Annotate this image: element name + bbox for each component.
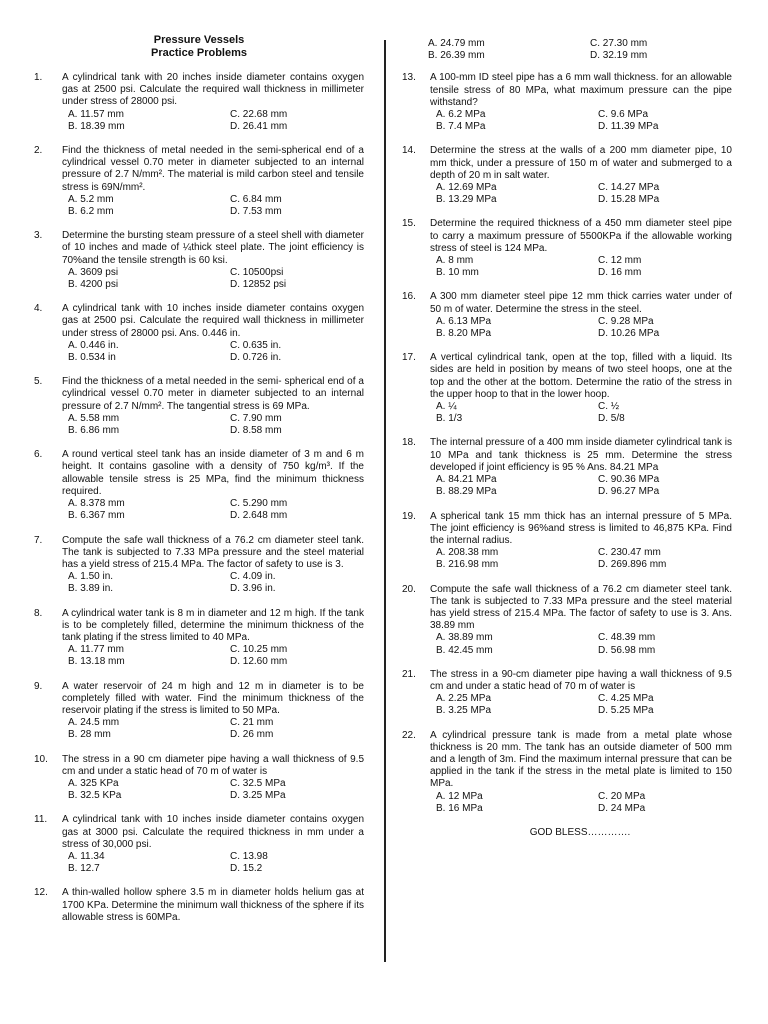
- answer-options: [402, 547, 732, 571]
- option: C. 9.6 MPa: [598, 109, 649, 121]
- question-text: Determine the bursting steam pressure of a steel shell with diameter of 10 inches and made of ¼thick steel plate. The joint efficiency is 70%and the tensile strength is 60 ksi.: [62, 230, 364, 266]
- option: A. 8 mm: [436, 255, 474, 267]
- option: A. 11.57 mm: [68, 108, 124, 120]
- option: B. 16 MPa: [436, 802, 483, 814]
- answer-options: [402, 316, 732, 340]
- question-6: [34, 449, 364, 522]
- question-text: A spherical tank 15 mm thick has an internal pressure of 5 MPa. The joint efficiency is 96%and stress is limited to 46,875 KPa. Find the internal radius.: [430, 510, 732, 546]
- question-13: [402, 72, 732, 133]
- option: A. 38.89 mm: [436, 632, 493, 644]
- question-number: 11.: [34, 814, 48, 826]
- answer-options: [402, 401, 732, 425]
- question-text: A cylindrical tank with 10 inches inside diameter contains oxygen gas at 2500 psi. Calculate the required wall thickness in millimeter under stress of 28000 psi. Ans. 0.446 in.: [62, 303, 364, 339]
- answer-options: [402, 182, 732, 206]
- option: A. 11.77 mm: [68, 644, 124, 656]
- option: B. 1/3: [436, 413, 463, 425]
- option: D. 96.27 MPa: [598, 486, 660, 498]
- option: C. 12 mm: [598, 255, 642, 267]
- answer-options: [34, 194, 364, 218]
- option: B. 42.45 mm: [436, 644, 493, 656]
- question-number: 1.: [34, 72, 43, 83]
- option: C. 4.09 in.: [230, 571, 276, 583]
- question-text: The stress in a 90-cm diameter pipe having a wall thickness of 9.5 cm and under a static head of 70 m of water is: [430, 668, 732, 692]
- question-text: A 300 mm diameter steel pipe 12 mm thick carries water under of 50 m of water. Determine the stress in the steel.: [430, 291, 732, 315]
- question-number: 20.: [402, 583, 416, 595]
- option: D. 15.2: [230, 863, 263, 875]
- question-number: 3.: [34, 230, 43, 242]
- answer-options: [34, 644, 364, 668]
- option: B. 6.86 mm: [68, 425, 120, 437]
- question-14: [402, 145, 732, 206]
- question-number: 12.: [34, 887, 48, 899]
- answer-options: [34, 571, 364, 595]
- option: B. 3.25 MPa: [436, 705, 492, 717]
- question-20: [402, 584, 732, 657]
- question-text: A round vertical steel tank has an inside diameter of 3 m and 6 m height. It contains gasoline with a density of 750 kg/m³. If the allowable tensile stress is 25 MPa, find the minimum thickness required.: [62, 449, 364, 497]
- answer-options: [402, 693, 732, 717]
- option: C. 14.27 MPa: [598, 182, 660, 194]
- option: D. 0.726 in.: [230, 352, 282, 364]
- option: B. 6.2 mm: [68, 206, 114, 218]
- option: D. 8.58 mm: [230, 425, 282, 437]
- question-19: [402, 511, 732, 572]
- question-number: 18.: [402, 437, 416, 449]
- option: C. 27.30 mm: [590, 38, 648, 49]
- option: D. 15.28 MPa: [598, 194, 660, 206]
- question-15: [402, 218, 732, 279]
- option: A. 12.69 MPa: [436, 182, 497, 194]
- option: D. 56.98 mm: [598, 644, 656, 656]
- answer-options: [34, 267, 364, 291]
- option: C. 22.68 mm: [230, 108, 288, 120]
- question-text: The internal pressure of a 400 mm inside diameter cylindrical tank is 10 MPa and tank thickness is 25 mm. Determine the stress developed if joint efficiency is 95 % Ans. 84.21 MPa: [430, 437, 732, 473]
- question-text: A cylindrical tank with 20 inches inside diameter contains oxygen gas at 2500 psi. Calculate the required wall thickness in millimeter under stress of 28000 psi.: [62, 72, 364, 108]
- page-title: Pressure Vessels: [153, 34, 245, 46]
- question-number: 8.: [34, 607, 43, 619]
- answer-options: [402, 109, 732, 133]
- question-2: [34, 145, 364, 218]
- question-number: 5.: [34, 376, 43, 388]
- option: C. 0.635 in.: [230, 339, 282, 351]
- left-column: [34, 34, 364, 936]
- option: A. 325 KPa: [68, 777, 119, 789]
- question-10: [34, 754, 364, 803]
- option: B. 88.29 MPa: [436, 486, 497, 498]
- answer-options: [34, 413, 364, 437]
- option: D. 12852 psi: [230, 279, 287, 291]
- option: D. 3.25 MPa: [230, 790, 286, 802]
- option: B. 6.367 mm: [68, 510, 125, 522]
- option: C. 48.39 mm: [598, 632, 656, 644]
- question-11: [34, 814, 364, 875]
- option: B. 7.4 MPa: [436, 121, 486, 133]
- question-number: 13.: [402, 72, 416, 84]
- option: B. 8.20 MPa: [436, 328, 492, 340]
- option: D. 11.39 MPa: [598, 121, 659, 133]
- question-5: [34, 376, 364, 437]
- question-16: [402, 291, 732, 340]
- option: B. 216.98 mm: [436, 559, 499, 571]
- option: D. 16 mm: [598, 267, 642, 279]
- question-text: A water reservoir of 24 m high and 12 m in diameter is to be completely filled with water. Find the minimum thickness of the reservoir plating if the stress is limited to 50 MPa.: [62, 680, 364, 716]
- option: B. 12.7: [68, 863, 100, 875]
- question-number: 21.: [402, 668, 416, 680]
- question-12: [34, 887, 364, 924]
- answer-options: [402, 632, 732, 656]
- option: C. 20 MPa: [598, 790, 646, 802]
- option: A. 6.13 MPa: [436, 315, 492, 327]
- question-18: [402, 437, 732, 498]
- question-text: Compute the safe wall thickness of a 76.2 cm diameter steel tank. The tank is subjected to 7.33 MPa pressure and the steel material has a yield stress of 215.4 MPa. The factor of safety to use is 3.: [62, 534, 364, 570]
- option: B. 0.534 in: [68, 352, 116, 364]
- question-8: [34, 608, 364, 669]
- question-1: [34, 72, 364, 133]
- option: A. 11.34: [68, 850, 105, 862]
- answer-options: [34, 340, 364, 364]
- option: D. 26 mm: [230, 729, 274, 741]
- option: B. 26.39 mm: [428, 50, 485, 62]
- answer-options: [402, 474, 732, 498]
- answer-options: [34, 109, 364, 133]
- option: C. 7.90 mm: [230, 412, 282, 424]
- question-text: A cylindrical pressure tank is made from a metal plate whose thickness is 20 mm. The tank has an outside diameter of 500 mm and a length of 3m. Find the maximum internal pressure that can be applied in the tank if the stress in the metal plate is limited to 150 MPa.: [430, 729, 732, 790]
- right-column: [402, 38, 732, 839]
- question-number: 22.: [402, 729, 416, 741]
- option: B. 4200 psi: [68, 279, 119, 291]
- answer-options: [34, 498, 364, 522]
- option: A. 84.21 MPa: [436, 474, 497, 486]
- option: B. 18.39 mm: [68, 120, 125, 132]
- question-text: A thin-walled hollow sphere 3.5 m in diameter holds helium gas at 1700 KPa. Determine the minimum wall thickness of the sphere if its allowable stress is 60MPa.: [62, 887, 364, 923]
- option: D. 26.41 mm: [230, 120, 288, 132]
- closing-note: GOD BLESS………….: [529, 826, 631, 838]
- option: C. 230.47 mm: [598, 547, 661, 559]
- question-number: 4.: [34, 303, 43, 315]
- title-block: [34, 34, 364, 60]
- option: B. 10 mm: [436, 267, 479, 279]
- question-number: 19.: [402, 510, 416, 522]
- option: D. 269.896 mm: [598, 559, 667, 571]
- option: A. 24.79 mm: [428, 38, 485, 49]
- question-text: Determine the stress at the walls of a 200 mm diameter pipe, 10 mm thick, under a pressure of 150 m of water and submerged to a depth of 20 m in salt water.: [430, 145, 732, 181]
- question-text: Determine the required thickness of a 450 mm diameter steel pipe to carry a maximum pressure of 5500KPa if the allowable working stress of steel is 124 MPa.: [430, 218, 732, 254]
- question-text: A vertical cylindrical tank, open at the top, filled with a liquid. Its sides are held in position by means of two steel hoops, one at the top and the other at the bottom. Determine the ratio of the stress in the upper hoop to that in the lower hoop.: [430, 352, 732, 400]
- option: A. 3609 psi: [68, 266, 119, 278]
- option: A. 208.38 mm: [436, 547, 499, 559]
- question-3: [34, 230, 364, 291]
- answer-options: [34, 778, 364, 802]
- continued-options: [402, 38, 732, 62]
- option: C. 21 mm: [230, 717, 274, 729]
- question-22: [402, 730, 732, 815]
- option: C. 10500psi: [230, 266, 284, 278]
- option: C. 90.36 MPa: [598, 474, 660, 486]
- question-number: 15.: [402, 218, 416, 230]
- option: A. 0.446 in.: [68, 339, 119, 351]
- answer-options: [402, 791, 732, 815]
- question-number: 17.: [402, 352, 416, 364]
- question-text: A cylindrical tank with 10 inches inside diameter contains oxygen gas at 3000 psi. Calculate the required thickness in mm under a stress of 30,000 psi.: [62, 814, 364, 850]
- question-number: 7.: [34, 534, 43, 546]
- question-text: Compute the safe wall thickness of a 76.2 cm diameter steel tank. The tank is subjected to 7.33 MPa pressure and the steel material has yield stress of 215.4 MPa. The factor of safety to use is 3. Ans. 38.89 mm: [430, 583, 732, 632]
- question-4: [34, 303, 364, 364]
- question-text: A 100-mm ID steel pipe has a 6 mm wall thickness. for an allowable tensile stress of 80 MPa, what maximum pressure can the pipe withstand?: [430, 72, 732, 108]
- option: D. 5.25 MPa: [598, 705, 654, 717]
- option: D. 7.53 mm: [230, 206, 282, 218]
- question-7: [34, 535, 364, 596]
- option: C. 5.290 mm: [230, 498, 288, 510]
- question-number: 2.: [34, 145, 43, 157]
- option: C. 9.28 MPa: [598, 315, 654, 327]
- answer-options: [34, 717, 364, 741]
- question-number: 10.: [34, 753, 48, 765]
- question-number: 6.: [34, 449, 43, 461]
- option: A. 5.58 mm: [68, 412, 120, 424]
- page-subtitle: Practice Problems: [151, 47, 247, 59]
- option: B. 28 mm: [68, 729, 111, 741]
- option: A. 24.5 mm: [68, 717, 120, 729]
- option: D. 24 MPa: [598, 802, 646, 814]
- question-21: [402, 669, 732, 718]
- option: D. 3.96 in.: [230, 583, 276, 595]
- option: D. 10.26 MPa: [598, 328, 660, 340]
- option: A. 6.2 MPa: [436, 109, 486, 121]
- answer-options: [34, 851, 364, 875]
- option: A. 12 MPa: [436, 790, 483, 802]
- option: C. 10.25 mm: [230, 644, 288, 656]
- answer-options: [402, 255, 732, 279]
- option: A. 5.2 mm: [68, 193, 114, 205]
- option: D. 2.648 mm: [230, 510, 288, 522]
- question-number: 16.: [402, 291, 416, 303]
- option: D. 12.60 mm: [230, 656, 288, 668]
- option: C. ½: [598, 401, 620, 413]
- question-text: Find the thickness of metal needed in the semi-spherical end of a cylindrical vessel 0.70 meter in diameter subjected to an internal pressure of 2.7 N/mm². The material is mild carbon steel and tensile stress is 69N/mm².: [62, 145, 364, 193]
- option: D. 32.19 mm: [590, 50, 648, 62]
- option: B. 32.5 KPa: [68, 790, 122, 802]
- question-17: [402, 352, 732, 425]
- option: B. 13.18 mm: [68, 656, 125, 668]
- option: A. 8.378 mm: [68, 498, 125, 510]
- question-text: The stress in a 90 cm diameter pipe having a wall thickness of 9.5 cm and under a static head of 70 m of water is: [62, 753, 364, 777]
- option: C. 32.5 MPa: [230, 777, 286, 789]
- question-number: 9.: [34, 680, 43, 692]
- option: C. 13.98: [230, 850, 268, 862]
- option: A. 1.50 in.: [68, 571, 114, 583]
- option: B. 3.89 in.: [68, 583, 114, 595]
- option: C. 4.25 MPa: [598, 693, 654, 705]
- option: A. ¼: [436, 401, 457, 413]
- option: B. 13.29 MPa: [436, 194, 497, 206]
- question-9: [34, 681, 364, 742]
- question-text: A cylindrical water tank is 8 m in diameter and 12 m high. If the tank is to be completely filled, determine the minimum thickness of the tank plating if the stress limited to 40 MPa.: [62, 607, 364, 643]
- option: D. 5/8: [598, 413, 625, 425]
- option: A. 2.25 MPa: [436, 693, 492, 705]
- question-text: Find the thickness of a metal needed in the semi- spherical end of a cylindrical vessel 0.70 meter in diameter subjected to an internal pressure of 2.7 N/mm². The tangential stress is 69 MPa.: [62, 376, 364, 412]
- question-number: 14.: [402, 145, 416, 157]
- option: C. 6.84 mm: [230, 193, 282, 205]
